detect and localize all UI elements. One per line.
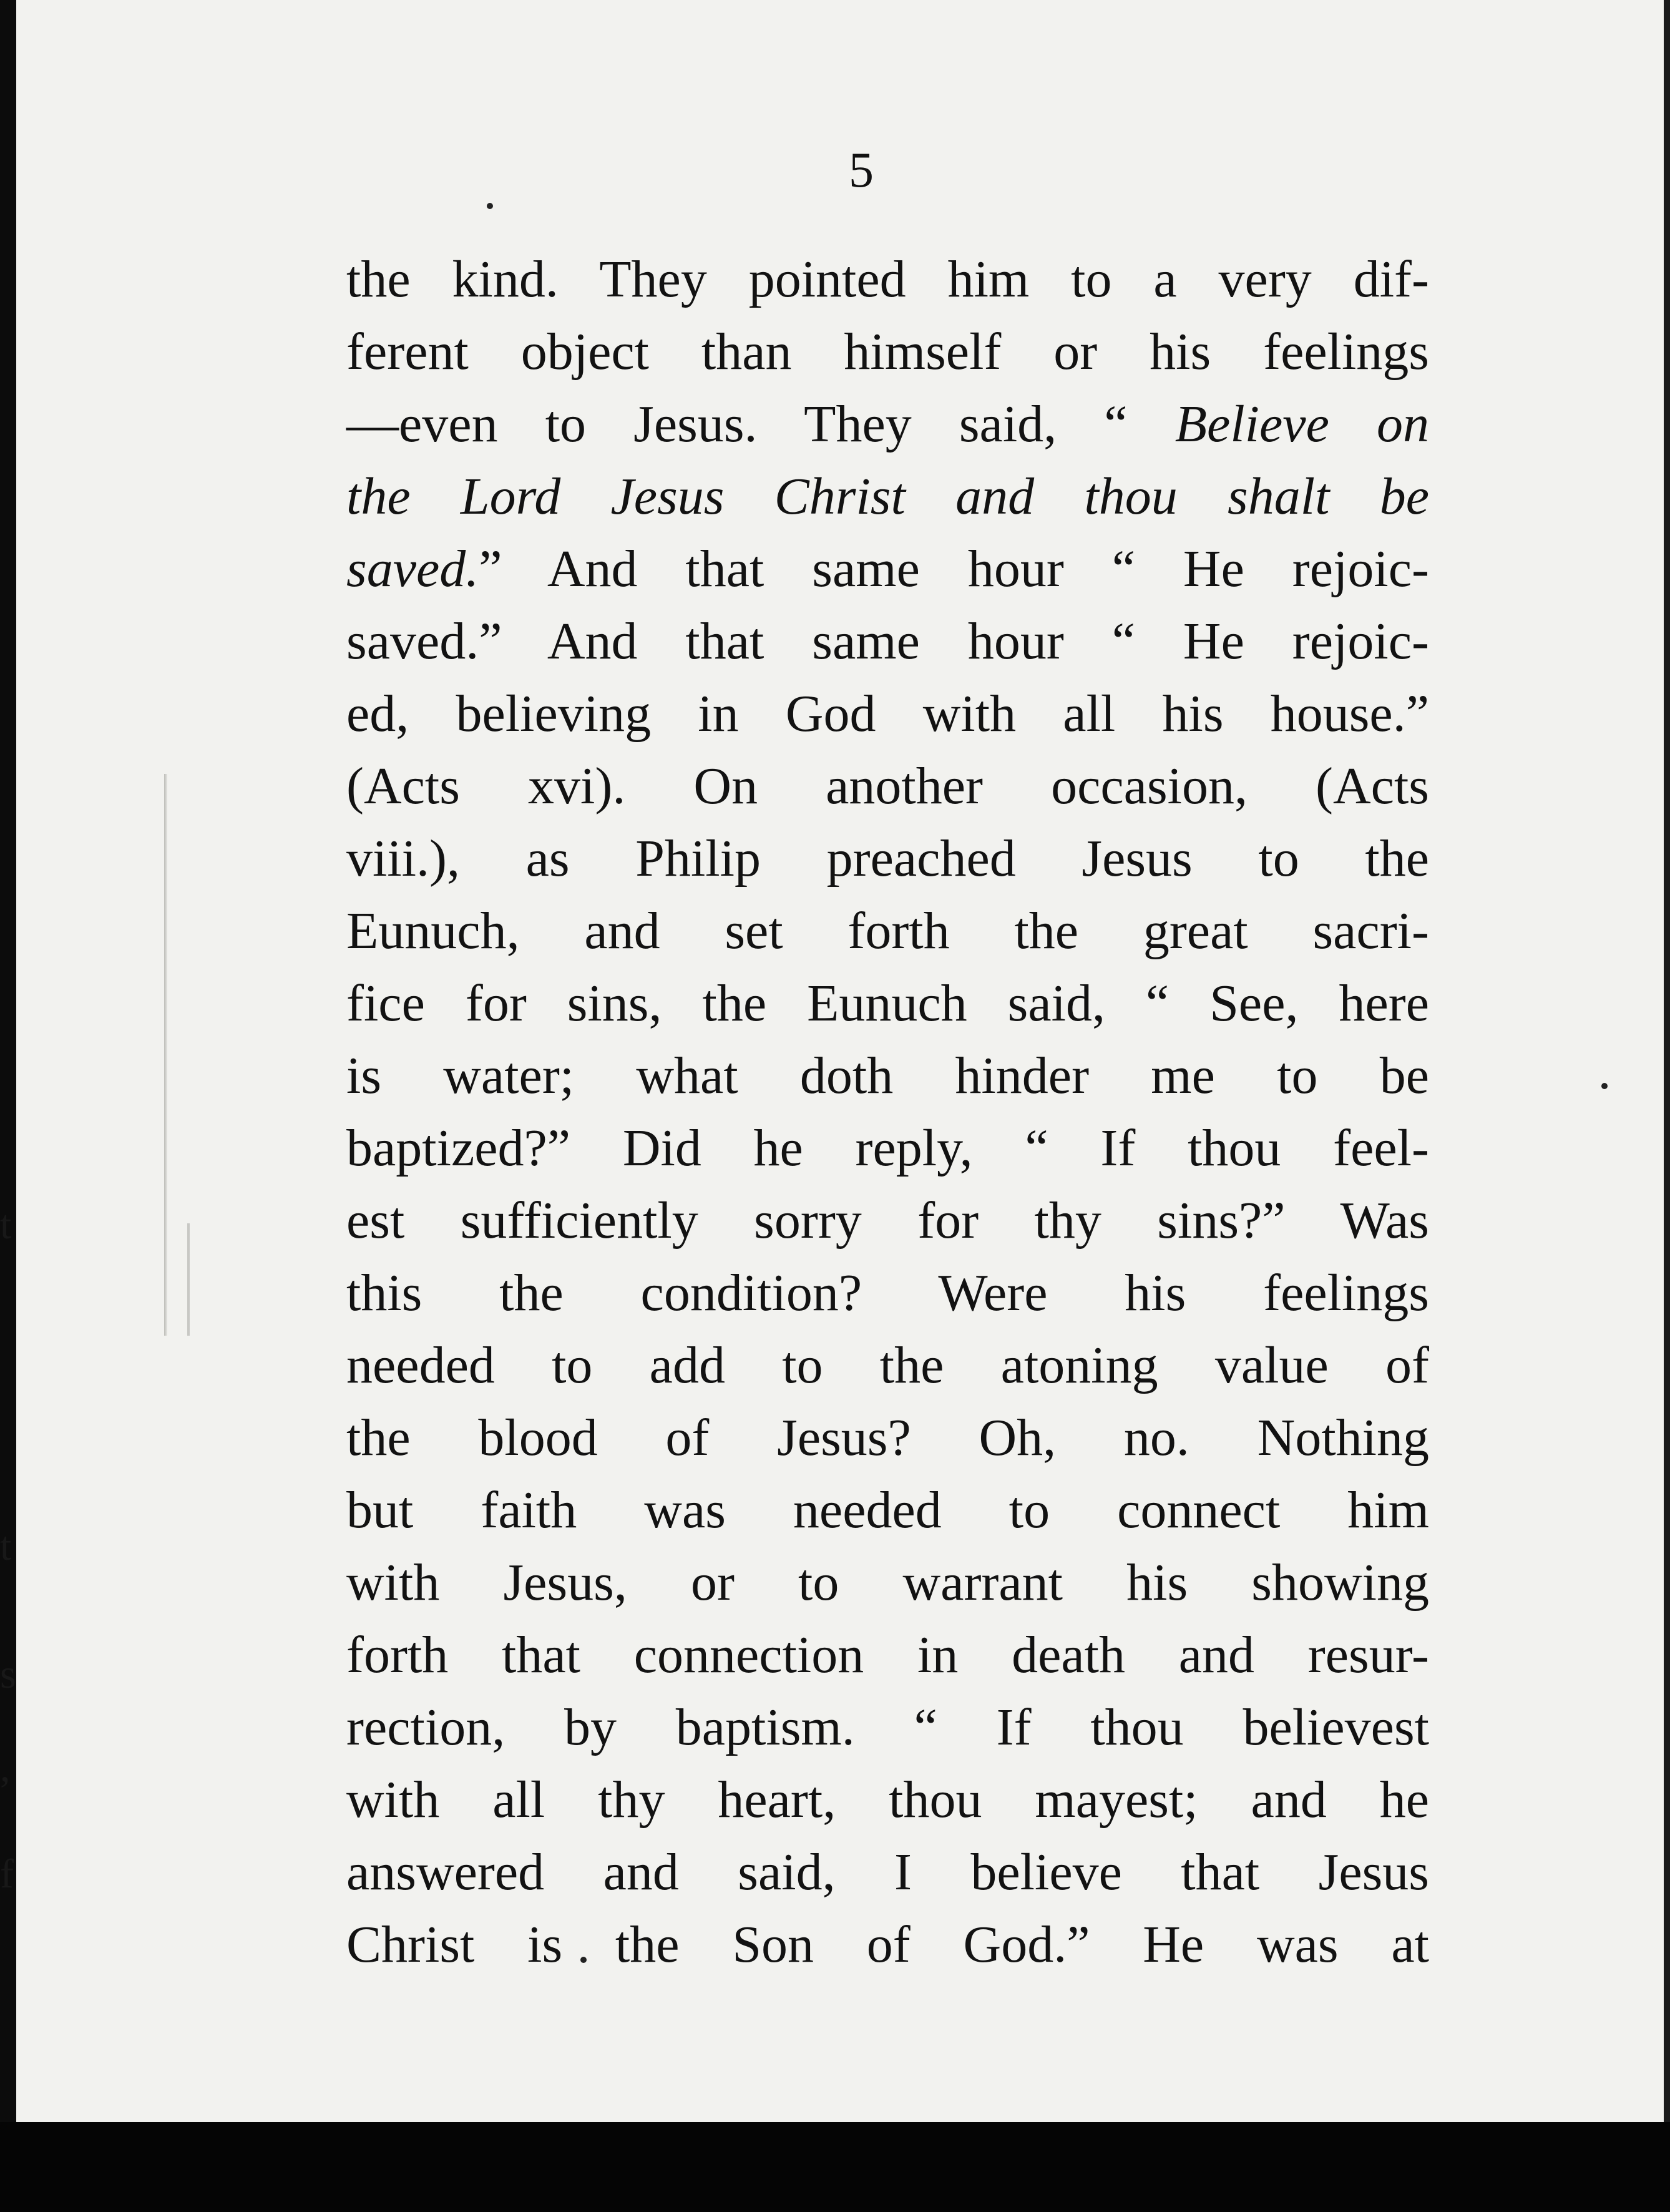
margin-glyph: s (0, 1652, 16, 1697)
text-line: answered and said, I believe that Jesus (346, 1843, 1429, 1901)
text-line: baptized?” Did he reply, “ If thou feel- (346, 1119, 1429, 1177)
text-line: saved.” And that same hour “ He rejoic- (346, 540, 1429, 598)
text-line: ferent object than himself or his feelings (346, 323, 1429, 381)
text-line: rection, by baptism. “ If thou believest (346, 1698, 1429, 1756)
page-number: 5 (849, 143, 874, 198)
ink-speck (487, 203, 493, 209)
text-line: viii.), as Philip preached Jesus to the (346, 830, 1429, 888)
text-line: ed, believing in God with all his house.” (346, 685, 1429, 743)
text-line: the blood of Jesus? Oh, no. Nothing (346, 1409, 1429, 1467)
text-line: Christ is the Son of God.” He was at (346, 1916, 1429, 1974)
margin-glyph: , (0, 1745, 11, 1791)
scan-frame-right (1664, 0, 1670, 2122)
body-text (346, 243, 1429, 1981)
text-line: (Acts xvi). On another occasion, (Acts (346, 757, 1429, 815)
text-line: with all thy heart, thou mayest; and he (346, 1771, 1429, 1829)
text-line: fice for sins, the Eunuch said, “ See, here (346, 974, 1429, 1032)
ink-speck (1601, 1083, 1608, 1089)
text-line: is water; what doth hinder me to be (346, 1047, 1429, 1105)
italic-quote: Believe on (1174, 395, 1429, 453)
text-line: with Jesus, or to warrant his showing (346, 1554, 1429, 1612)
text-line: this the condition? Were his feelings (346, 1264, 1429, 1322)
text-line: needed to add to the atoning value of (346, 1336, 1429, 1394)
margin-glyph: t (0, 1202, 12, 1248)
italic-quote: saved. (346, 540, 479, 598)
margin-glyph: f (0, 1851, 14, 1897)
text-line: —even to Jesus. They said, “ Believe on (346, 395, 1429, 453)
text-line: saved.” And that same hour “ He rejoic- (346, 612, 1429, 670)
italic-quote: the Lord Jesus Christ and thou shalt be (346, 467, 1429, 526)
gutter-fold-line-2 (187, 1223, 190, 1336)
margin-glyph: t (0, 1524, 12, 1569)
gutter-fold-line (164, 774, 167, 1336)
text-line (346, 461, 1429, 533)
text-line: the kind. They pointed him to a very dif- (346, 250, 1429, 308)
text-line: forth that connection in death and resur- (346, 1626, 1429, 1684)
text-line: Eunuch, and set forth the great sacri- (346, 902, 1429, 960)
scan-frame-bottom (0, 2122, 1670, 2212)
text-line: est sufficiently sorry for thy sins?” Was (346, 1192, 1429, 1250)
text-line: but faith was needed to connect him (346, 1481, 1429, 1539)
